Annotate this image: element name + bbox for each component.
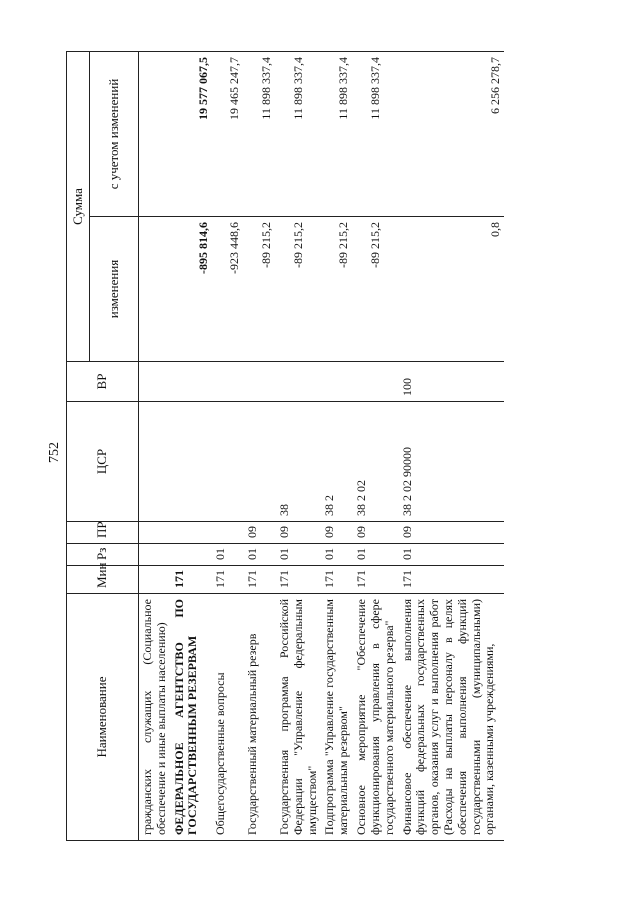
row-vr-code [212, 362, 244, 402]
header-changes: изменения [90, 217, 139, 362]
row-pr-code: 09 [399, 522, 505, 544]
row-name: Подпрограмма "Управление государственным материальным резервом" [321, 594, 353, 841]
row-vr-code [321, 362, 353, 402]
row-vr-code: 100 [399, 362, 505, 402]
row-rz-code: 01 [321, 544, 353, 566]
header-sum: Сумма [67, 52, 90, 362]
row-pr-code: 09 [244, 522, 276, 544]
row-name: Общегосударственные вопросы [212, 594, 244, 841]
table-row [321, 52, 353, 841]
row-changes: -89 215,2 [276, 217, 321, 362]
row-rz-code: 01 [276, 544, 321, 566]
row-min-code: 171 [244, 566, 276, 594]
row-total: 19 465 247,7 [212, 52, 244, 217]
row-vr-code [139, 362, 171, 402]
row-name: гражданских служащих (Социальное обеспечение и иные выплаты населению) [139, 594, 171, 841]
row-changes: -89 215,2 [353, 217, 398, 362]
row-min-code: 171 [276, 566, 321, 594]
row-csr-code [244, 402, 276, 522]
row-name: Основное мероприятие "Обеспечение функционирования управления в сфере государственного материального резерва" [353, 594, 398, 841]
row-total: 11 898 337,4 [276, 52, 321, 217]
row-changes: -895 814,6 [171, 217, 213, 362]
row-pr-code: 09 [321, 522, 353, 544]
table-row [399, 52, 505, 841]
row-rz-code: 01 [353, 544, 398, 566]
row-min-code: 171 [353, 566, 398, 594]
table-row [276, 52, 321, 841]
header-min: Мин [67, 566, 139, 594]
row-csr-code [139, 402, 171, 522]
header-name: Наименование [67, 594, 139, 841]
row-changes: 0,8 [399, 217, 505, 362]
row-vr-code [244, 362, 276, 402]
row-pr-code: 09 [276, 522, 321, 544]
budget-table [66, 51, 504, 841]
row-csr-code: 38 2 [321, 402, 353, 522]
row-changes [139, 217, 171, 362]
row-vr-code [276, 362, 321, 402]
row-name: Государственный материальный резерв [244, 594, 276, 841]
row-name: Финансовое обеспечение выполнения функций федеральных государственных органов, оказания услуг и выполнения работ (Расходы на выплаты персоналу в целях обеспечения выполнения функций государственными (муниципальными) органами, казенными учреждениями, [399, 594, 505, 841]
row-csr-code [171, 402, 213, 522]
row-total: 11 898 337,4 [353, 52, 398, 217]
row-min-code: 171 [171, 566, 213, 594]
page-number: 752 [47, 442, 62, 463]
row-total: 11 898 337,4 [321, 52, 353, 217]
row-min-code: 171 [399, 566, 505, 594]
row-rz-code: 01 [399, 544, 505, 566]
row-changes: -923 448,6 [212, 217, 244, 362]
row-vr-code [353, 362, 398, 402]
row-rz-code: 01 [212, 544, 244, 566]
row-rz-code [139, 544, 171, 566]
row-min-code: 171 [212, 566, 244, 594]
row-total [139, 52, 171, 217]
row-total: 6 256 278,7 [399, 52, 505, 217]
row-pr-code [212, 522, 244, 544]
row-total: 19 577 067,5 [171, 52, 213, 217]
row-min-code [139, 566, 171, 594]
row-rz-code [171, 544, 213, 566]
row-name: Государственная программа Российской Федерации "Управление федеральным имуществом" [276, 594, 321, 841]
table-row [139, 52, 171, 841]
row-total: 11 898 337,4 [244, 52, 276, 217]
table-row [353, 52, 398, 841]
header-vr: ВР [67, 362, 139, 402]
row-csr-code [212, 402, 244, 522]
header-pr: ПР [67, 522, 139, 544]
header-rz: Рз [67, 544, 139, 566]
row-name: ФЕДЕРАЛЬНОЕ АГЕНТСТВО ПО ГОСУДАРСТВЕННЫМ РЕЗЕРВАМ [171, 594, 213, 841]
header-csr: ЦСР [67, 402, 139, 522]
row-pr-code: 09 [353, 522, 398, 544]
table-row [212, 52, 244, 841]
row-csr-code: 38 2 02 90000 [399, 402, 505, 522]
table-row [244, 52, 276, 841]
row-changes: -89 215,2 [244, 217, 276, 362]
header-with-changes: с учетом изменений [90, 52, 139, 217]
row-vr-code [171, 362, 213, 402]
row-csr-code: 38 2 02 [353, 402, 398, 522]
row-min-code: 171 [321, 566, 353, 594]
table-row [171, 52, 213, 841]
row-changes: -89 215,2 [321, 217, 353, 362]
row-csr-code: 38 [276, 402, 321, 522]
row-rz-code: 01 [244, 544, 276, 566]
row-pr-code [171, 522, 213, 544]
row-pr-code [139, 522, 171, 544]
